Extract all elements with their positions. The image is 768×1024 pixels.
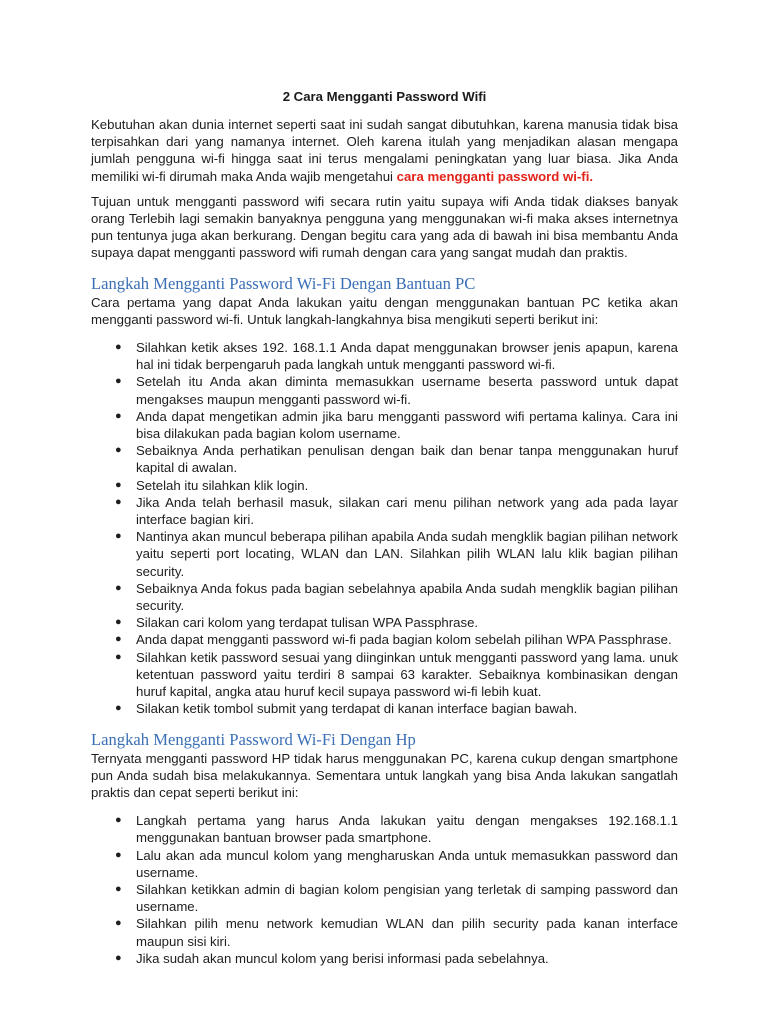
bullet-icon: ● — [115, 616, 122, 629]
list-item-text: Jika sudah akan muncul kolom yang berisi informasi pada sebelahnya. — [136, 950, 549, 966]
intro-paragraph-1 — [91, 116, 678, 185]
list-item — [91, 847, 678, 881]
bullet-icon: ● — [115, 409, 122, 422]
list-item-text: Setelah itu silahkan klik login. — [136, 477, 309, 493]
list-item — [91, 477, 678, 494]
bullet-icon: ● — [115, 375, 122, 388]
list-item — [91, 339, 678, 373]
list-item — [91, 812, 678, 846]
list-item-text: Silahkan ketikkan admin di bagian kolom pengisian yang terletak di samping password dan username. — [136, 881, 678, 915]
list-item — [91, 700, 678, 717]
list-item-text: Setelah itu Anda akan diminta memasukkan username beserta password untuk dapat mengakses maupun mengganti password wi-fi. — [136, 374, 678, 407]
section-hp-intro: Ternyata mengganti password HP tidak harus menggunakan PC, karena cukup dengan smartphone pun Anda sudah bisa melakukannya. Sementara untuk langkah yang bisa Anda lakukan sangatlah praktis dan cepat seperti berikut ini: — [91, 750, 678, 800]
list-item-text: Silahkan ketik akses 192. 168.1.1 Anda dapat menggunakan browser jenis apapun, karena hal ini tidak berpengaruh pada langkah untuk mengganti password wi-fi. — [136, 340, 678, 373]
bullet-icon: ● — [115, 702, 122, 715]
bullet-icon: ● — [115, 814, 122, 827]
list-item-text: Langkah pertama yang harus Anda lakukan yaitu dengan mengakses 192.168.1.1 menggunakan bantuan browser pada smartphone. — [136, 813, 678, 846]
list-item — [91, 649, 678, 701]
bullet-icon: ● — [115, 917, 122, 930]
bullet-icon: ● — [115, 530, 122, 543]
list-item — [91, 442, 678, 476]
list-item-text: Lalu akan ada muncul kolom yang mengharuskan Anda untuk memasukkan password dan username. — [136, 847, 678, 880]
section-heading-hp: Langkah Mengganti Password Wi-Fi Dengan Hp — [91, 729, 416, 749]
list-item-text: Silahkan pilih menu network kemudian WLAN dan pilih security pada kanan interface maupun sisi kiri. — [136, 916, 678, 949]
bullet-icon: ● — [115, 341, 122, 354]
list-item — [91, 915, 678, 949]
document-title: 2 Cara Mengganti Password Wifi — [282, 89, 487, 104]
list-item — [91, 408, 678, 442]
section-pc-list — [91, 339, 678, 717]
section-pc-intro: Cara pertama yang dapat Anda lakukan yaitu dengan menggunakan bantuan PC ketika akan mengganti password wi-fi. Untuk langkah-langkahnya bisa mengikuti seperti berikut ini: — [91, 294, 678, 327]
intro-paragraph-2: Tujuan untuk mengganti password wifi secara rutin yaitu supaya wifi Anda tidak diakses banyak orang Terlebih lagi semakin banyaknya pengguna yang menggunakan wi-fi maka akses internetnya pun tentunya juga akan berkurang. Dengan begitu cara yang ada di bawah ini bisa membantu Anda supaya dapat mengganti password wifi rumah dengan cara yang sangat mudah dan praktis. — [91, 193, 678, 261]
intro-paragraph-1-text: Kebutuhan akan dunia internet seperti saat ini sudah sangat dibutuhkan, karena manusia tidak bisa terpisahkan dari yang namanya internet. Oleh karena itulah yang menjadikan alasan mengapa jumlah pengguna wi-fi hingga saat ini terus mengalami peningkatan yang luar biasa. Jika Anda memiliki wi-fi dirumah maka Anda wajib mengetahui — [91, 117, 678, 184]
bullet-icon: ● — [115, 951, 122, 964]
bullet-icon: ● — [115, 478, 122, 491]
list-item — [91, 373, 678, 407]
bullet-icon: ● — [115, 882, 122, 895]
list-item — [91, 528, 678, 580]
list-item-text: Sebaiknya Anda perhatikan penulisan dengan baik dan benar tanpa menggunakan huruf kapital di awalan. — [136, 443, 678, 476]
bullet-icon: ● — [115, 633, 122, 646]
bullet-icon: ● — [115, 848, 122, 861]
list-item-text: Jika Anda telah berhasil masuk, silakan cari menu pilihan network yang ada pada layar interface bagian kiri. — [136, 494, 678, 528]
section-hp-list — [91, 812, 678, 967]
list-item-text: Anda dapat mengganti password wi-fi pada bagian kolom sebelah pilihan WPA Passphrase. — [136, 632, 672, 648]
list-item-text: Sebaiknya Anda fokus pada bagian sebelahnya apabila Anda sudah mengklik bagian pilihan security. — [136, 580, 678, 614]
bullet-icon: ● — [115, 650, 122, 663]
list-item — [91, 631, 678, 648]
section-heading-pc: Langkah Mengganti Password Wi-Fi Dengan Bantuan PC — [91, 273, 476, 293]
list-item — [91, 950, 678, 967]
bullet-icon: ● — [115, 444, 122, 457]
list-item-text: Silahkan ketik password sesuai yang diinginkan untuk mengganti password yang lama. unuk ketentuan password yaitu terdiri 8 sampai 63 karakter. Sebaiknya kombinasikan dengan huruf kapital, angka atau huruf kecil supaya password wi-fi lebih kuat. — [136, 649, 678, 700]
list-item — [91, 494, 678, 528]
list-item-text: Silakan ketik tombol submit yang terdapat di kanan interface bagian bawah. — [136, 701, 578, 717]
list-item — [91, 881, 678, 915]
bullet-icon: ● — [115, 581, 122, 594]
list-item-text: Silakan cari kolom yang terdapat tulisan WPA Passphrase. — [136, 615, 479, 631]
list-item-text: Nantinya akan muncul beberapa pilihan apabila Anda sudah mengklik bagian pilihan network yaitu seperti port locating, WLAN dan LAN. Silahkan pilih WLAN lalu klik bagian pilihan security. — [136, 529, 678, 579]
list-item — [91, 614, 678, 631]
list-item — [91, 580, 678, 614]
list-item-text: Anda dapat mengetikan admin jika baru mengganti password wifi pertama kalinya. Cara ini bisa dilakukan pada bagian kolom username. — [136, 408, 678, 442]
bullet-icon: ● — [115, 495, 122, 508]
password-change-link[interactable]: cara mengganti password wi-fi. — [396, 168, 594, 184]
